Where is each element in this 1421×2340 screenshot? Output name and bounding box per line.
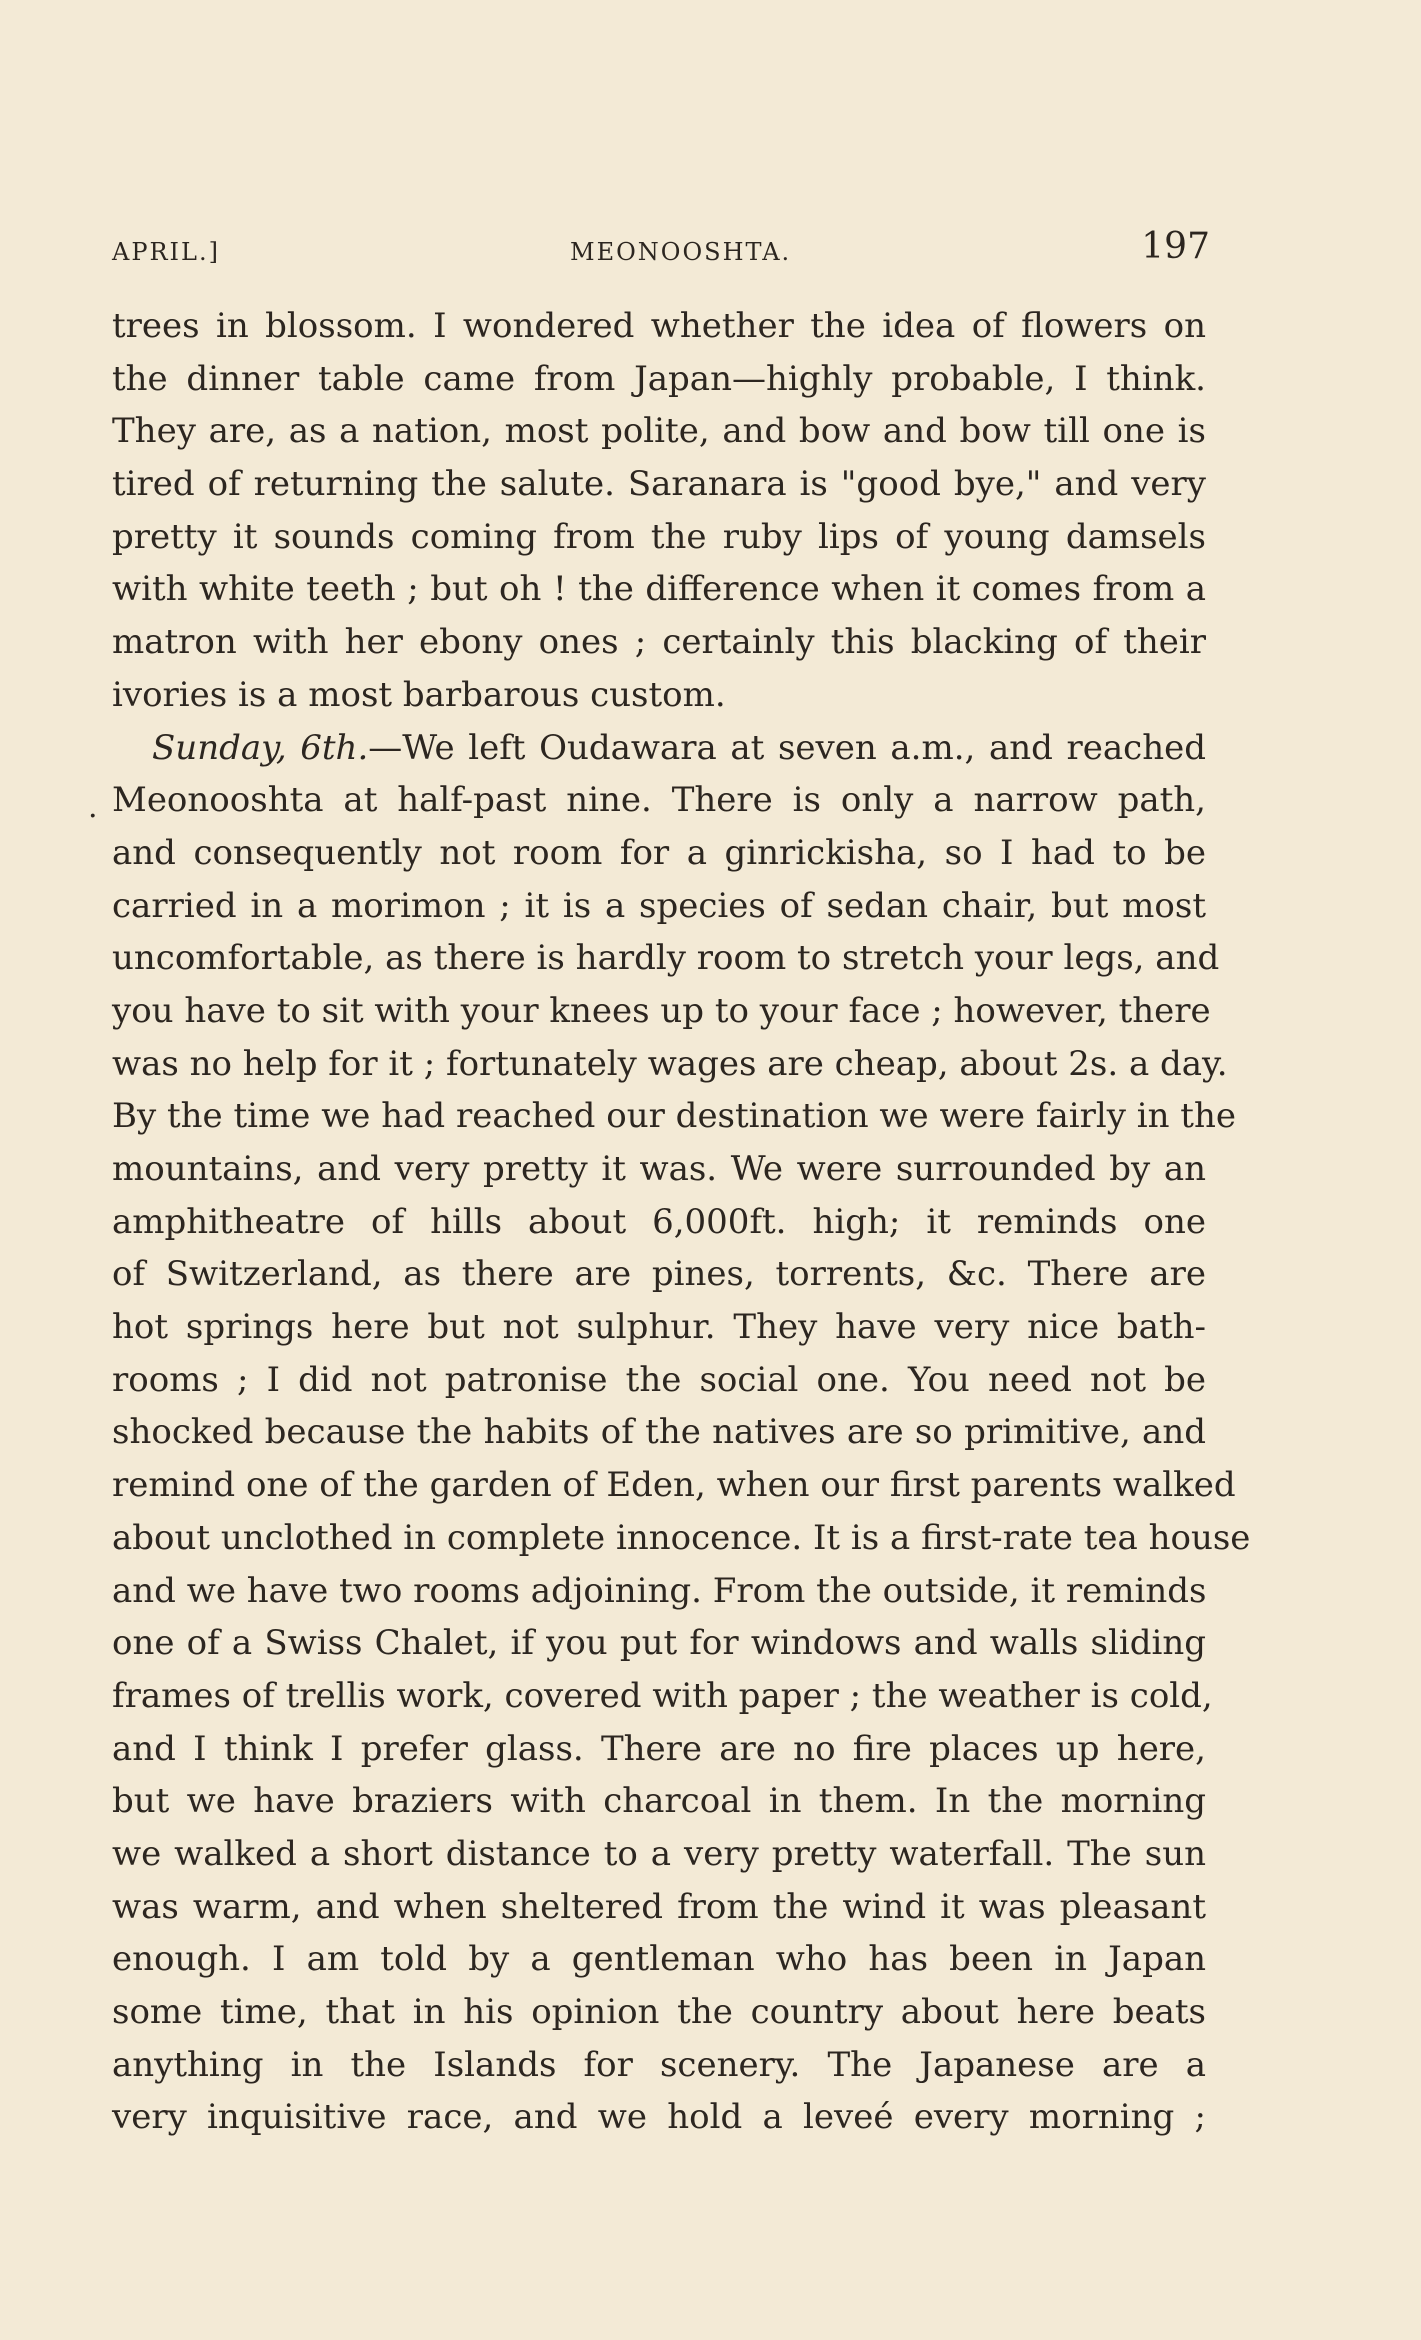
text-line: of Switzerland, as there are pines, torrents, &c. There are — [112, 1254, 1206, 1295]
paragraph — [112, 300, 1206, 722]
text-line: we walked a short distance to a very pretty waterfall. The sun — [112, 1833, 1206, 1874]
text-line: one of a Swiss Chalet, if you put for windows and walls sliding — [112, 1623, 1206, 1664]
text-line: By the time we had reached our destination we were fairly in the — [112, 1096, 1236, 1137]
text-line: pretty it sounds coming from the ruby lips of young damsels — [112, 516, 1206, 557]
text-line — [112, 722, 1206, 775]
text-line: about unclothed in complete innocence. It is a first-rate tea house — [112, 1517, 1251, 1558]
line-text: —We left Oudawara at seven a.m., and reached — [368, 727, 1206, 768]
text-line: frames of trellis work, covered with paper ; the weather is cold, — [112, 1675, 1213, 1716]
text-line: shocked because the habits of the natives are so primitive, and — [112, 1412, 1206, 1453]
text-line: and I think I prefer glass. There are no fire places up here, — [112, 1728, 1206, 1769]
text-line: ivories is a most barbarous custom. — [112, 674, 726, 715]
text-line: mountains, and very pretty it was. We were surrounded by an — [112, 1149, 1206, 1189]
text-line: but we have braziers with charcoal in them. In the morning — [112, 1781, 1206, 1822]
body-text — [112, 300, 1251, 2144]
text-line: They are, as a nation, most polite, and bow and bow till one is — [112, 411, 1206, 452]
text-line: very inquisitive race, and we hold a leveé every morning ; — [112, 2097, 1206, 2138]
text-line: the dinner table came from Japan—highly probable, I think. — [112, 358, 1206, 399]
text-line: rooms ; I did not patronise the social one. You need not be — [112, 1359, 1206, 1400]
text-line: trees in blossom. I wondered whether the idea of flowers on — [112, 306, 1206, 346]
text-line: you have to sit with your knees up to your face ; however, there — [112, 990, 1211, 1031]
text-line: remind one of the garden of Eden, when our first parents walked — [112, 1465, 1236, 1506]
margin-mark: . — [88, 790, 98, 825]
text-line: anything in the Islands for scenery. The Japanese are a — [112, 2044, 1206, 2085]
text-line: tired of returning the salute. Saranara is "good bye," and very — [112, 464, 1206, 505]
text-line: was warm, and when sheltered from the wind it was pleasant — [112, 1886, 1206, 1927]
text-line: matron with her ebony ones ; certainly this blacking of their — [112, 622, 1206, 663]
text-line: with white teeth ; but oh ! the difference when it comes from a — [112, 569, 1206, 610]
text-line: was no help for it ; fortunately wages are cheap, about 2s. a day. — [112, 1043, 1228, 1084]
page-number: 197 — [1141, 226, 1210, 267]
text-line: amphitheatre of hills about 6,000ft. high; it reminds one — [112, 1201, 1206, 1242]
text-line: enough. I am told by a gentleman who has been in Japan — [112, 1939, 1206, 1980]
header-chapter-title: MEONOOSHTA. — [570, 238, 792, 266]
text-line: hot springs here but not sulphur. They have very nice bath- — [112, 1307, 1206, 1348]
running-header — [112, 226, 1210, 276]
text-line: and consequently not room for a ginrickisha, so I had to be — [112, 832, 1206, 873]
text-line: and we have two rooms adjoining. From the outside, it reminds — [112, 1570, 1207, 1611]
paragraph — [112, 722, 1251, 2145]
text-line: carried in a morimon ; it is a species of sedan chair, but most — [112, 885, 1206, 926]
text-line: uncomfortable, as there is hardly room to stretch your legs, and — [112, 938, 1220, 979]
date-label: Sunday, 6th. — [152, 727, 369, 768]
text-line: Meonooshta at half-past nine. There is only a narrow path, — [112, 780, 1206, 821]
text-line: some time, that in his opinion the country about here beats — [112, 1992, 1206, 2032]
header-month: APRIL.] — [112, 238, 220, 266]
